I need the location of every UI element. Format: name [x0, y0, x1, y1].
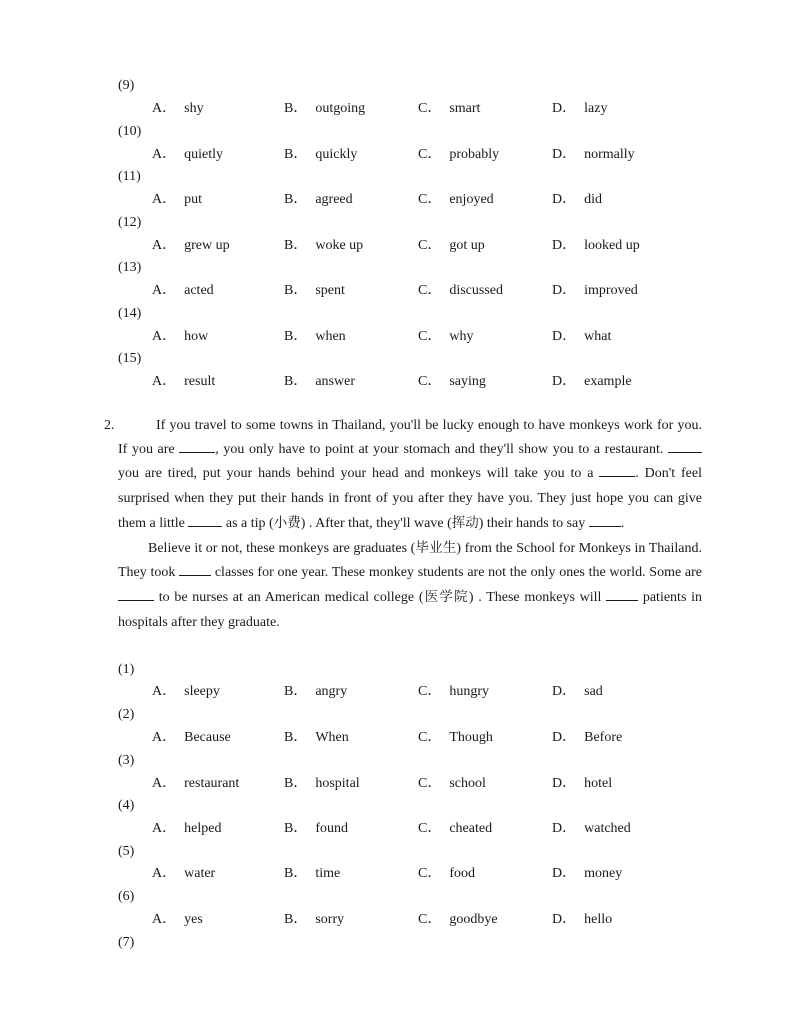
blank-8: [118, 589, 154, 601]
option-c: C． probably: [418, 147, 500, 162]
option-c: C． Though: [418, 730, 493, 745]
option-a: A． Because: [152, 730, 231, 745]
option-d: D． what: [552, 329, 612, 344]
option-d: D． normally: [552, 147, 635, 162]
option-a: A． helped: [152, 821, 222, 836]
option-b: B． sorry: [284, 912, 345, 927]
option-a: A． restaurant: [152, 776, 240, 791]
question-number: (12): [118, 215, 142, 230]
option-c: C． cheated: [418, 821, 493, 836]
option-d: D． improved: [552, 283, 638, 298]
option-a: A． result: [152, 374, 216, 389]
question-number: (4): [118, 798, 135, 813]
option-a: A． acted: [152, 283, 214, 298]
option-a: A． yes: [152, 912, 203, 927]
question-number: (15): [118, 351, 142, 366]
option-d: D． hotel: [552, 776, 613, 791]
option-b: B． answer: [284, 374, 355, 389]
blank-9: [606, 589, 638, 601]
passage-paragraph-1: If you travel to some towns in Thailand, you'll be lucky enough to have monkeys work for you. If you are , you only have to point at your stomach and they'll show you to a restaurant. you are tired, put your hands behind your head and monkeys will take you to a . Don't feel surprised when they put their hands in front of you after they have you. They just hope you can give them a little as a tip (小费) . After that, they'll wave (挥动) their hands to say .: [118, 418, 702, 531]
option-a: A． how: [152, 329, 209, 344]
option-d: D． did: [552, 192, 603, 207]
question-number: (2): [118, 707, 135, 722]
option-d: D． watched: [552, 821, 631, 836]
blank-3: [599, 465, 635, 477]
option-d: D． looked up: [552, 238, 640, 253]
blank-7: [179, 564, 211, 576]
option-c: C． hungry: [418, 684, 490, 699]
option-a: A． shy: [152, 101, 204, 116]
option-c: C． enjoyed: [418, 192, 494, 207]
passage-number: 2.: [104, 418, 115, 433]
option-b: B． found: [284, 821, 349, 836]
option-b: B． outgoing: [284, 101, 366, 116]
option-a: A． water: [152, 866, 216, 881]
option-a: A． put: [152, 192, 203, 207]
option-b: B． quickly: [284, 147, 358, 162]
question-number: (14): [118, 306, 142, 321]
option-b: B． hospital: [284, 776, 360, 791]
option-b: B． woke up: [284, 238, 364, 253]
option-b: B． when: [284, 329, 346, 344]
option-b: B． spent: [284, 283, 345, 298]
option-d: D． hello: [552, 912, 613, 927]
passage-text: [118, 414, 702, 635]
question-number: (1): [118, 662, 135, 677]
option-c: C． smart: [418, 101, 481, 116]
option-d: D． sad: [552, 684, 603, 699]
blank-6: [589, 515, 621, 527]
option-d: D． money: [552, 866, 623, 881]
option-a: A． quietly: [152, 147, 224, 162]
option-c: C． goodbye: [418, 912, 498, 927]
option-c: C． school: [418, 776, 486, 791]
option-b: B． angry: [284, 684, 348, 699]
option-c: C． discussed: [418, 283, 504, 298]
option-b: B． agreed: [284, 192, 353, 207]
blank-5: [188, 515, 222, 527]
option-c: C． got up: [418, 238, 485, 253]
question-number: (6): [118, 889, 135, 904]
question-number: (11): [118, 169, 141, 184]
option-c: C． why: [418, 329, 474, 344]
question-number: (5): [118, 844, 135, 859]
option-d: D． lazy: [552, 101, 608, 116]
option-b: B． When: [284, 730, 349, 745]
option-d: D． example: [552, 374, 632, 389]
option-a: A． grew up: [152, 238, 230, 253]
option-b: B． time: [284, 866, 341, 881]
question-number: (9): [118, 78, 135, 93]
question-number-7: (7): [118, 935, 135, 950]
blank-1: [179, 441, 215, 453]
question-number: (10): [118, 124, 142, 139]
option-c: C． food: [418, 866, 476, 881]
option-a: A． sleepy: [152, 684, 220, 699]
question-number: (13): [118, 260, 142, 275]
passage-paragraph-2: Believe it or not, these monkeys are graduates (毕业生) from the School for Monkeys in Thailand. They took classes for one year. These monkey students are not the only ones the world. Some are to be nurses at an American medical college (医学院) . These monkeys will patients in hospitals after they graduate.: [118, 540, 703, 630]
question-number: (3): [118, 753, 135, 768]
option-c: C． saying: [418, 374, 486, 389]
option-d: D． Before: [552, 730, 623, 745]
blank-2: [668, 441, 702, 453]
